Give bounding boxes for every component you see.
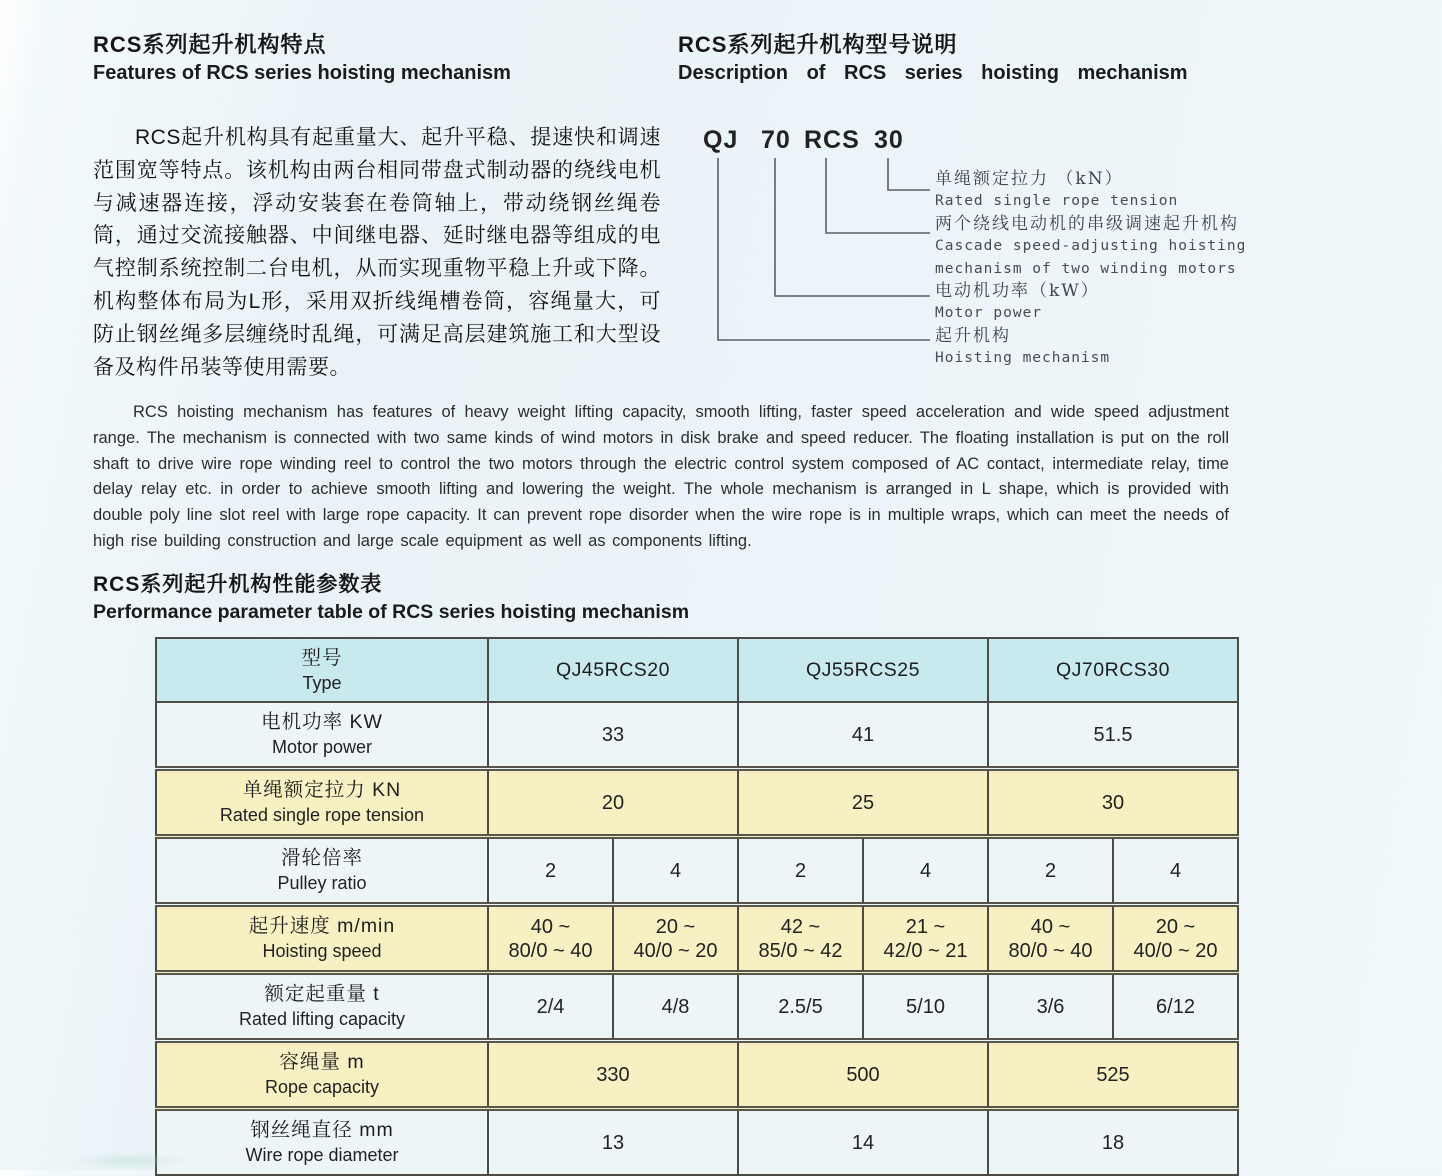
model-part-30: 30	[874, 126, 904, 154]
annotation-cascade-en-2: mechanism of two winding motors	[935, 260, 1237, 277]
annotation-hoisting-en: Hoisting mechanism	[935, 350, 1111, 367]
table-cell: 20 ~ 40/0 ~ 20	[1113, 905, 1238, 973]
table-cell: 4/8	[613, 973, 738, 1041]
model-part-qj: QJ	[703, 126, 739, 154]
annotation-motor-power-zh: 电动机功率（kW）	[935, 281, 1100, 302]
table-title-zh: RCS系列起升机构性能参数表	[93, 573, 383, 596]
row-label-cell: 容绳量 m Rope capacity	[156, 1041, 488, 1109]
row-label-cell: 起升速度 m/min Hoisting speed	[156, 905, 488, 973]
header-model-qj70rcs30: QJ70RCS30	[988, 638, 1238, 702]
table-cell: 4	[613, 837, 738, 905]
description-title-en: Description of RCS series hoisting mechanism	[678, 62, 1188, 84]
table-cell: 30	[988, 769, 1238, 837]
row-label-cell: 滑轮倍率 Pulley ratio	[156, 837, 488, 905]
table-cell: 14	[738, 1109, 988, 1176]
features-paragraph-en: RCS hoisting mechanism has features of heavy weight lifting capacity, smooth lifting, faster speed acceleration and wide speed adjustment range. The mechanism is connected with two same kinds of wind motors in disk brake and speed reducer. The floating installation is put on the roll shaft to drive wire rope winding reel to control the two motors through the electric control system composed of AC contact, intermediate relay, time delay relay etc. in order to achieve smooth lifting and lowering the weight. The whole mechanism is arranged in L shape, which is provided with double poly line slot reel with large rope capacity. It can prevent rope disorder when the wire rope is in multiple wraps, which can meet the needs of high rise building construction and large scale equipment as well as components lifting.	[93, 403, 1229, 550]
table-cell: 21 ~ 42/0 ~ 21	[863, 905, 988, 973]
table-cell: 4	[863, 837, 988, 905]
table-cell: 525	[988, 1041, 1238, 1109]
table-row-hoisting-speed	[156, 905, 1238, 973]
features-title-zh: RCS系列起升机构特点	[93, 32, 327, 57]
table-cell: 3/6	[988, 973, 1113, 1041]
annotation-cascade-zh: 两个绕线电动机的串级调速起升机构	[935, 213, 1239, 234]
header-model-qj45rcs20: QJ45RCS20	[488, 638, 738, 702]
row-label-cell: 电机功率 KW Motor power	[156, 702, 488, 769]
table-cell: 2	[488, 837, 613, 905]
model-part-70: 70	[761, 126, 791, 154]
table-row-wire-diameter	[156, 1109, 1238, 1176]
table-cell: 6/12	[1113, 973, 1238, 1041]
table-cell: 2	[738, 837, 863, 905]
row-label-cell: 额定起重量 t Rated lifting capacity	[156, 973, 488, 1041]
table-cell: 13	[488, 1109, 738, 1176]
table-row-rope-capacity	[156, 1041, 1238, 1109]
table-cell: 51.5	[988, 702, 1238, 769]
performance-table	[155, 637, 1239, 1176]
table-cell: 20	[488, 769, 738, 837]
table-cell: 4	[1113, 837, 1238, 905]
table-cell: 40 ~ 80/0 ~ 40	[988, 905, 1113, 973]
table-cell: 42 ~ 85/0 ~ 42	[738, 905, 863, 973]
annotation-rope-tension-en: Rated single rope tension	[935, 193, 1179, 210]
table-cell: 2	[988, 837, 1113, 905]
header-model-qj55rcs25: QJ55RCS25	[738, 638, 988, 702]
table-row-lifting-capacity	[156, 973, 1238, 1041]
table-row-pulley-ratio	[156, 837, 1238, 905]
table-cell: 18	[988, 1109, 1238, 1176]
features-paragraph-zh: RCS起升机构具有起重量大、起升平稳、提速快和调速范围宽等特点。该机构由两台相同带盘式制动器的绕线电机与减速器连接，浮动安装套在卷筒轴上，带动绕钢丝绳卷筒，通过交流接触器、中间继电器、延时继电器等组成的电气控制系统控制二台电机，从而实现重物平稳上升或下降。机构整体布局为L形，采用双折线绳槽卷筒，容绳量大，可防止钢丝绳多层缠绕时乱绳，可满足高层建筑施工和大型设备及构件吊装等使用需要。	[93, 126, 661, 379]
table-row-rope-tension	[156, 769, 1238, 837]
table-cell: 40 ~ 80/0 ~ 40	[488, 905, 613, 973]
table-cell: 2.5/5	[738, 973, 863, 1041]
table-cell: 25	[738, 769, 988, 837]
row-label-cell: 钢丝绳直径 mm Wire rope diameter	[156, 1109, 488, 1176]
table-cell: 33	[488, 702, 738, 769]
scan-smudge	[70, 1152, 190, 1170]
features-title-en: Features of RCS series hoisting mechanism	[93, 62, 511, 84]
row-label-cell: 单绳额定拉力 KN Rated single rope tension	[156, 769, 488, 837]
annotation-cascade-en-1: Cascade speed-adjusting hoisting	[935, 238, 1247, 255]
table-row-header	[156, 638, 1238, 702]
table-cell: 500	[738, 1041, 988, 1109]
annotation-motor-power-en: Motor power	[935, 305, 1043, 322]
table-cell: 330	[488, 1041, 738, 1109]
model-annotations	[935, 168, 1415, 370]
table-cell: 5/10	[863, 973, 988, 1041]
table-cell: 20 ~ 40/0 ~ 20	[613, 905, 738, 973]
annotation-rope-tension-zh: 单绳额定拉力 （kN）	[935, 169, 1124, 189]
table-row-motor-power	[156, 702, 1238, 769]
table-cell: 41	[738, 702, 988, 769]
annotation-hoisting-zh: 起升机构	[935, 325, 1011, 346]
model-part-rcs: RCS	[804, 126, 860, 154]
table-title-en: Performance parameter table of RCS series hoisting mechanism	[93, 601, 690, 623]
header-label-cell: 型号 Type	[156, 638, 488, 702]
description-title-zh: RCS系列起升机构型号说明	[678, 32, 958, 57]
table-cell: 2/4	[488, 973, 613, 1041]
